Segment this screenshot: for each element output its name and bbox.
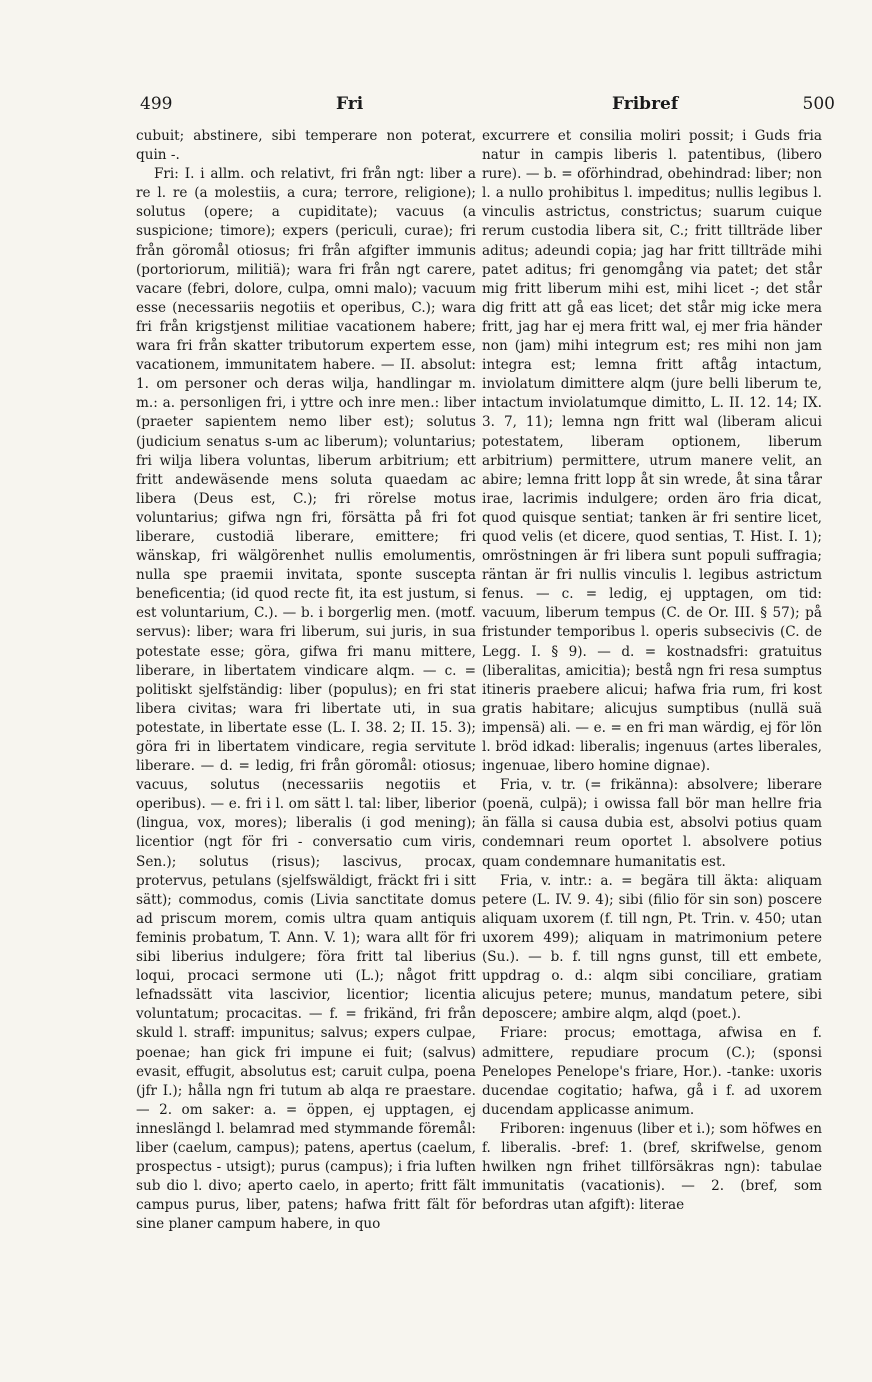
- text-column-left: [136, 127, 476, 1277]
- page-number-right: 500: [802, 94, 835, 114]
- entry-paragraph: Fria, v. intr.: a. = begära till äkta: aliquam petere (L. IV. 9. 4); sibi (filio för sin son) poscere aliquam uxorem (f. till ngn, Pt. Trin. v. 450; utan uxorem 499); aliquam in matrimonium petere (Su.). — b. f. till ngns gunst, till ett embete, uppdrag o. d.: alqm sibi conciliare, gratiam alicujus petere; munus, mandatum petere, sibi deposcere; ambire alqm, alqd (poet.).: [482, 872, 822, 1023]
- running-head-right: Fribref: [612, 94, 679, 114]
- page-number-left: 499: [140, 94, 173, 114]
- page-header: [140, 94, 835, 120]
- entry-paragraph: Friare: procus; emottaga, afwisa en f. admittere, repudiare procum (C.); (sponsi Penelopes Penelope's friare, Hor.). -tanke: uxoris ducendae cogitatio; hafwa, gå i f. ad uxorem ducendam applicasse animum.: [482, 1025, 822, 1118]
- entry-paragraph: cubuit; abstinere, sibi temperare non poterat, quin -.: [136, 128, 476, 164]
- text-column-right: [482, 127, 822, 1277]
- entry-paragraph: Friboren: ingenuus (liber et i.); som höfwes en f. liberalis. -bref: 1. (bref, skrifwelse, genom hwilken ngn frihet tillförsäkras ngn): tabulae immunitatis (vacationis). — 2. (bref, som befordras utan afgift): literae: [482, 1120, 822, 1214]
- entry-paragraph: Fria, v. tr. (= frikänna): absolvere; liberare (poenä, culpä); i owissa fall bör man hellre fria än fälla si causa dubia est, absolvi potius quam condemnari reum oportet l. absolvere potius quam condemnare humanitatis est.: [482, 777, 822, 870]
- entry-paragraph: excurrere et consilia moliri possit; i Guds fria natur in campis liberis l. patentibus, (libero rure). — b. = oförhindrad, obehindrad: liber; non l. a nullo prohibitus l. impeditus; nullis legibus l. vinculis astrictus, constrictus; suarum cuique rerum custodia libera sit, C.; fritt tillträde liber aditus; adeundi copia; jag har fritt tillträde mihi patet aditus; fri genomgång via patet; det står mig fritt liberum mihi est, mihi licet -; det står dig fritt att gå eas licet; det står mig icke mera fritt, jag har ej mera fritt wal, ej mer fria händer non (jam) mihi integrum est; res mihi non jam integra est; lemna fritt aftåg intactum, inviolatum dimittere alqm (jure belli liberum te, intactum inviolatumque dimitto, L. II. 12. 14; IX. 3. 7, 11); lemna ngn fritt wal (liberam alicui potestatem, liberam optionem, liberum arbitrium) permittere, utrum manere velit, an abire; lemna fritt lopp åt sin wrede, åt sina tårar irae, lacrimis indulgere; orden äro fria dicat, quod quisque sentiat; tanken är fri sentire licet, quod velis (et dicere, quod sentias, T. Hist. I. 1); omröstningen är fri libera sunt populi suffragia; räntan är fri nullis vinculis l. legibus astrictum fenus. — c. = ledig, ej upptagen, om tid: vacuum, liberum tempus (C. de Or. III. § 57); på fristunder temporibus l. operis subsecivis (C. de Legg. I. § 9). — d. = kostnadsfri: gratuitus (liberalitas, amicitia); bestå ngn fri resa sumptus itineris praebere alicui; hafwa fria rum, fri kost gratis habitare; alicujus sumptibus (nullä suä impensä) ali. — e. = en fri man wärdig, ej för lön l. bröd idkad: liberalis; ingenuus (artes liberales, ingenuae, libero homine dignae).: [482, 128, 822, 775]
- running-head-left: Fri: [336, 94, 364, 114]
- entry-paragraph: Fri: I. i allm. och relativt, fri från ngt: liber a re l. re (a molestiis, a cura; terrore, religione); solutus (opere; a cupiditate); vacuus (a suspicione; timore); expers (periculi, curae); fri från göromål otiosus; fri från afgifter immunis (portoriorum, militiä); wara fri från ngt carere, vacare (febri, dolore, culpa, omni malo); vacuum esse (necessariis negotiis et operibus, C.); wara fri från krigstjenst militiae vacationem habere; wara fri från skatter tributorum expertem esse, vacationem, immunitatem habere. — II. absolut: 1. om personer och deras wilja, handlingar m. m.: a. personligen fri, i yttre och inre men.: liber (praeter sapientem nemo liber est); solutus (judicium senatus s-um ac liberum); voluntarius; fri wilja libera voluntas, liberum arbitrium; ett fritt andewäsende mens soluta quaedam ac libera (Deus est, C.); fri rörelse motus voluntarius; gifwa ngn fri, försätta på fri fot liberare, custodiä liberare, emittere; fri wänskap, fri wälgörenhet nullis emolumentis, nulla spe praemii invitata, sponte suscepta beneficentia; (id quod recte fit, ita est justum, si est voluntarium, C.). — b. i borgerlig men. (motf. servus): liber; wara fri liberum, sui juris, in sua potestate esse; göra, gifwa fri manu mittere, liberare, in libertatem vindicare alqm. — c. = politiskt sjelfständig: liber (populus); en fri stat libera civitas; wara fri libertate uti, in sua potestate, in libertate esse (L. I. 38. 2; II. 15. 3); göra fri in libertatem vindicare, regia servitute liberare. — d. = ledig, fri från göromål: otiosus; vacuus, solutus (necessariis negotiis et operibus). — e. fri i l. om sätt l. tal: liber, liberior (lingua, vox, mores); liberalis (i god mening); licentior (ngt för fri - conversatio cum viris, Sen.); solutus (risus); lascivus, procax, protervus, petulans (sjelfswäldigt, fräckt fri i sitt sätt); commodus, comis (Livia sanctitate domus ad priscum morem, comis ultra quam antiquis feminis probatum, T. Ann. V. 1); wara allt för fri sibi liberius indulgere; föra fritt tal liberius loqui, procaci sermone uti (L.); något fritt lefnadssätt vita lascivior, licentior; licentia voluntatum; procacitas. — f. = frikänd, fri från skuld l. straff: impunitus; salvus; expers culpae, poenae; han gick fri impune ei fuit; (salvus) evasit, effugit, absolutus est; caruit culpa, poena (jfr I.); hålla ngn fri tutum ab alqa re praestare. — 2. om saker: a. = öppen, ej upptagen, ej inneslängd l. belamrad med stymmande föremål: liber (caelum, campus); patens, apertus (caelum, prospectus - utsigt); purus (campus); i fria luften sub dio l. divo; aperto caelo, in aperto; fritt fält campus purus, liber, patens; hafwa fritt fält för sine planer campum habere, in quo: [136, 166, 476, 1233]
